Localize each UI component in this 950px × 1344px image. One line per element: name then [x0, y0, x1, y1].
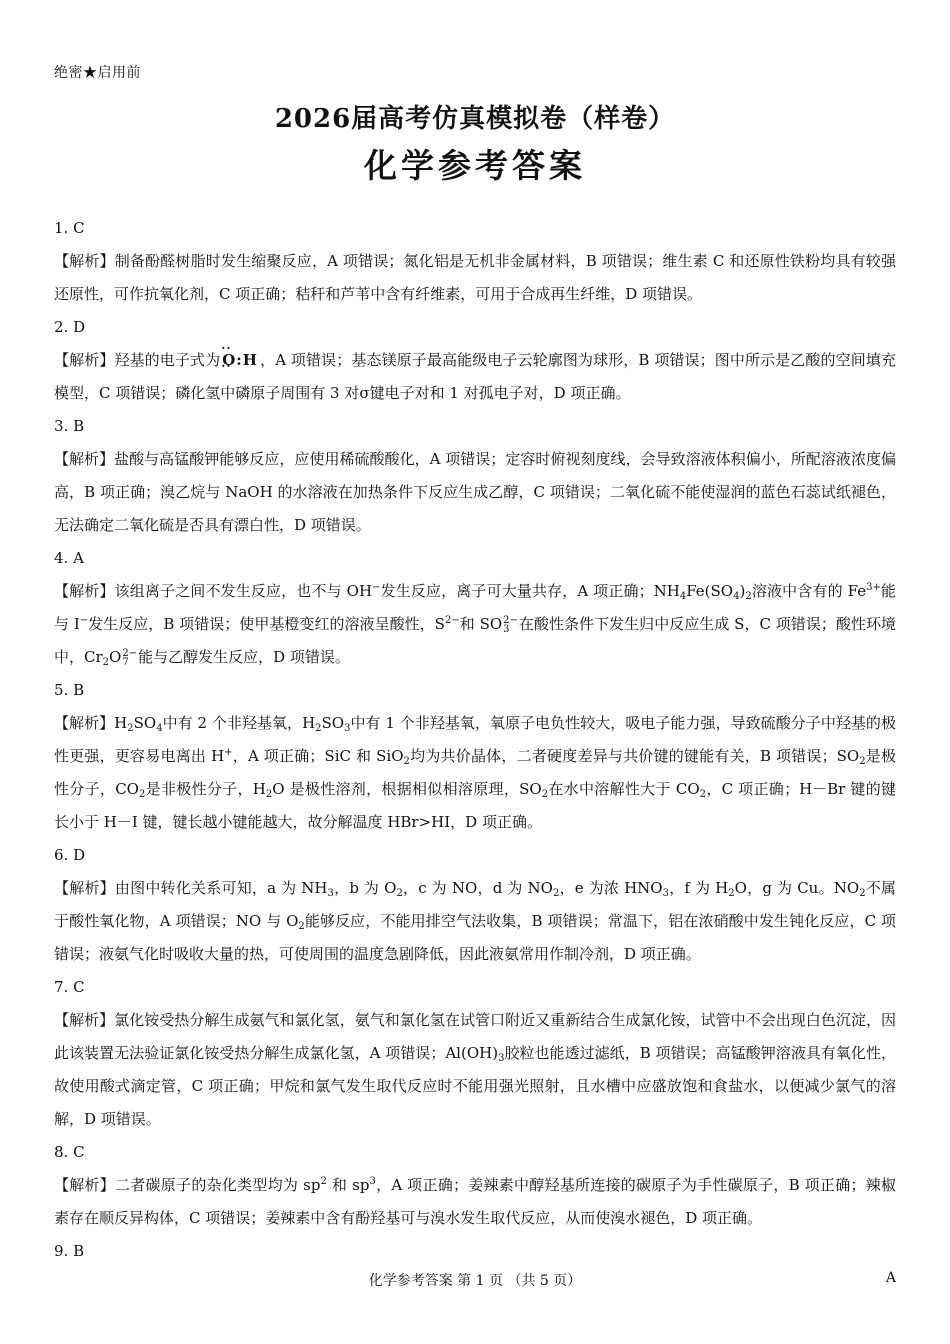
text: 溶液中含有的 Fe: [751, 582, 867, 600]
charge: −: [79, 615, 89, 626]
explanation-label: 【解析】: [54, 714, 115, 732]
text: 中有 2 个非羟基氧，H: [162, 714, 316, 732]
text: ，e 为浓 HNO: [559, 879, 663, 897]
subscript: 3: [503, 624, 510, 635]
explanation-text: ，A 项错误；基态镁原子最高能级电子云轮廓图为球形，B 项错误；图中所示是乙酸的空间填充模型，C 项错误；磷化氢中磷原子周围有 3 对σ键电子对和 1 对孤电子对，D 项正确。: [54, 351, 896, 402]
text: H: [114, 714, 128, 732]
sulfite-ion-script: [503, 616, 518, 634]
subscript: 2: [745, 591, 752, 602]
text: 不属于酸性氧化物，A 项错误；NO 与 O: [54, 879, 897, 930]
explanation-7: [54, 1004, 896, 1136]
subscript: 4: [156, 723, 163, 734]
text: ，A 项正确；SiC 和 SiO: [232, 747, 404, 765]
confidential-mark: 绝密★启用前: [54, 65, 141, 81]
text: 氯化铵受热分解生成氨气和氯化氢，氨气和氯化氢在试管口附近又重新结合生成氯化铵，试管中不会出现白色沉淀，因此该装置无法验证氯化铵受热分解生成氯化氢，A 项错误；Al(OH): [54, 1011, 896, 1062]
subscript: 2: [859, 888, 866, 899]
subscript: 2: [699, 789, 707, 800]
answer-number: 5. B: [54, 681, 85, 699]
explanation-1: [54, 245, 896, 311]
superscript: 2: [320, 1176, 327, 1187]
subscript: 2: [127, 723, 134, 734]
text: 由图中转化关系可知，a 为 NH: [114, 879, 328, 897]
document-title: 化学参考答案: [364, 146, 586, 185]
explanation-8: [54, 1169, 896, 1235]
subscript: 2: [403, 756, 410, 767]
charge: −: [372, 582, 381, 593]
subscript: 3: [327, 888, 334, 899]
subscript: 2: [265, 789, 273, 800]
text: 能与乙醇发生反应，D 项错误。: [138, 648, 350, 666]
text: ，c 为 NO，d 为 NO: [402, 879, 553, 897]
answers-content: [54, 212, 896, 1268]
text: 发生反应，B 项错误；使甲基橙变红的溶液呈酸性，S: [88, 615, 445, 633]
text: 是非极性分子，H: [145, 780, 266, 798]
text: O: [109, 648, 122, 666]
text: 中有 1 个非羟基氧，氧原子电负性较大，吸电子能力强，导致硫酸分子中羟基的极性更强，更容易电离出 H: [54, 714, 896, 765]
answer-number: 3. B: [54, 417, 85, 435]
answer-number: 9. B: [54, 1242, 85, 1260]
subscript: 2: [541, 789, 549, 800]
charge: 2−: [503, 615, 518, 626]
answer-number: 2. D: [54, 318, 86, 336]
answer-number: 8. C: [54, 1143, 85, 1161]
text: 该组离子之间不发生反应，也不与 OH: [114, 582, 373, 600]
answer-number: 7. C: [54, 978, 85, 996]
text: 在水中溶解性大于 CO: [548, 780, 700, 798]
subscript: 4: [679, 591, 687, 602]
text: 能与 I: [54, 582, 896, 633]
subscript: 2: [396, 888, 403, 899]
charge: +: [224, 747, 233, 758]
text: O，g 为 Cu。NO: [734, 879, 860, 897]
text: 均为共价晶体，二者硬度差异与共价键的键能有关，B 项错误；SO: [409, 747, 860, 765]
explanation-label: 【解析】: [54, 252, 115, 270]
explanation-6: [54, 872, 896, 971]
subscript: 2: [552, 888, 560, 899]
explanation-label: 【解析】: [54, 1011, 115, 1029]
charge: 2−: [122, 648, 138, 659]
subscript: 2: [315, 723, 322, 734]
hydroxyl-electron-formula: ·· O:H ··: [222, 344, 258, 377]
answer-number: 4. A: [54, 549, 84, 567]
text: ): [739, 582, 746, 600]
text: ，b 为 O: [333, 879, 397, 897]
exam-title: 2026届高考仿真模拟卷（样卷）: [274, 104, 676, 134]
explanation-text: 制备酚醛树脂时发生缩聚反应，A 项错误；氮化铝是无机非金属材料，B 项错误；维生素 C 和还原性铁粉均具有较强还原性，可作抗氧化剂，C 项正确；秸秆和芦苇中含有纤维素，可用于合成再生纤维，D 项错误。: [54, 252, 896, 303]
subscript: 2: [102, 657, 110, 668]
subscript: 7: [122, 657, 129, 668]
charge: 3+: [866, 582, 881, 593]
text: 在酸性条件下发生归中反应生成 S，C 项错误；酸性环境中，Cr: [54, 615, 896, 666]
explanation-text: 羟基的电子式为: [114, 351, 221, 369]
explanation-label: 【解析】: [54, 582, 115, 600]
answer-number: 1. C: [54, 219, 85, 237]
text: ，C 项正确；H－Br 键的键长小于 H－I 键，键长越小键能越大，故分解温度 HBr>HI，D 项正确。: [54, 780, 897, 831]
subscript: 2: [728, 888, 735, 899]
explanation-2: [54, 344, 896, 410]
explanation-4: [54, 575, 896, 674]
superscript: 3: [369, 1176, 376, 1187]
explanation-label: 【解析】: [54, 879, 115, 897]
text: 是极性分子，CO: [54, 747, 896, 798]
text: ，A 项正确；姜辣素中醇羟基所连接的碳原子为手性碳原子，B 项正确；辣椒素存在顺反异构体，C 项错误；姜辣素中含有酚羟基可与溴水发生取代反应，从而使溴水褪色，D 项正确。: [54, 1176, 896, 1227]
charge: 2−: [444, 615, 460, 626]
subscript: 4: [733, 591, 740, 602]
page-footer: 化学参考答案 第 1 页 （共 5 页）: [368, 1273, 582, 1289]
text: 和 sp: [326, 1176, 370, 1194]
text: O 是极性溶剂，根据相似相溶原理，SO: [272, 780, 542, 798]
subscript: 3: [344, 723, 351, 734]
answer-number: 6. D: [54, 846, 86, 864]
dichromate-ion-script: [122, 649, 137, 667]
text: 能够反应，不能用排空气法收集，B 项错误；常温下，铝在浓硝酸中发生钝化反应，C 项错误；液氨气化时吸收大量的热，可使周围的温度急剧降低，因此液氨常用作制冷剂，D 项正确。: [54, 912, 896, 963]
subscript: 2: [138, 789, 146, 800]
subscript: 3: [662, 888, 669, 899]
explanation-label: 【解析】: [54, 1176, 116, 1194]
text: Fe(SO: [686, 582, 734, 600]
explanation-5: [54, 707, 896, 839]
subscript: 2: [298, 921, 305, 932]
text: 和 SO: [459, 615, 503, 633]
text: SO: [321, 714, 345, 732]
explanation-label: 【解析】: [54, 351, 115, 369]
subscript: 2: [859, 756, 866, 767]
text: ，f 为 H: [668, 879, 729, 897]
text: SO: [133, 714, 157, 732]
explanation-3: [54, 443, 896, 542]
text: 胶粒也能透过滤纸，B 项错误；高锰酸钾溶液具有氧化性，故使用酸式滴定管，C 项正确；甲烷和氯气发生取代反应时不能用强光照射，且水槽中应盛放饱和食盐水，以便减少氯气的溶解，D 项错误。: [54, 1044, 896, 1128]
explanation-label: 【解析】: [54, 450, 115, 468]
paper-version: A: [885, 1270, 896, 1286]
subscript: 3: [498, 1053, 505, 1064]
text: 二者碳原子的杂化类型均为 sp: [115, 1176, 321, 1194]
text: 发生反应，离子可大量共存，A 项正确；NH: [380, 582, 680, 600]
explanation-text: 盐酸与高锰酸钾能够反应，应使用稀硫酸酸化，A 项错误；定容时俯视刻度线，会导致溶液体积偏小，所配溶液浓度偏高，B 项正确；溴乙烷与 NaOH 的水溶液在加热条件下反应生成乙醇，C 项错误；二氧化硫不能使湿润的蓝色石蕊试纸褪色，无法确定二氧化硫是否具有漂白性，D 项错误。: [54, 450, 896, 534]
